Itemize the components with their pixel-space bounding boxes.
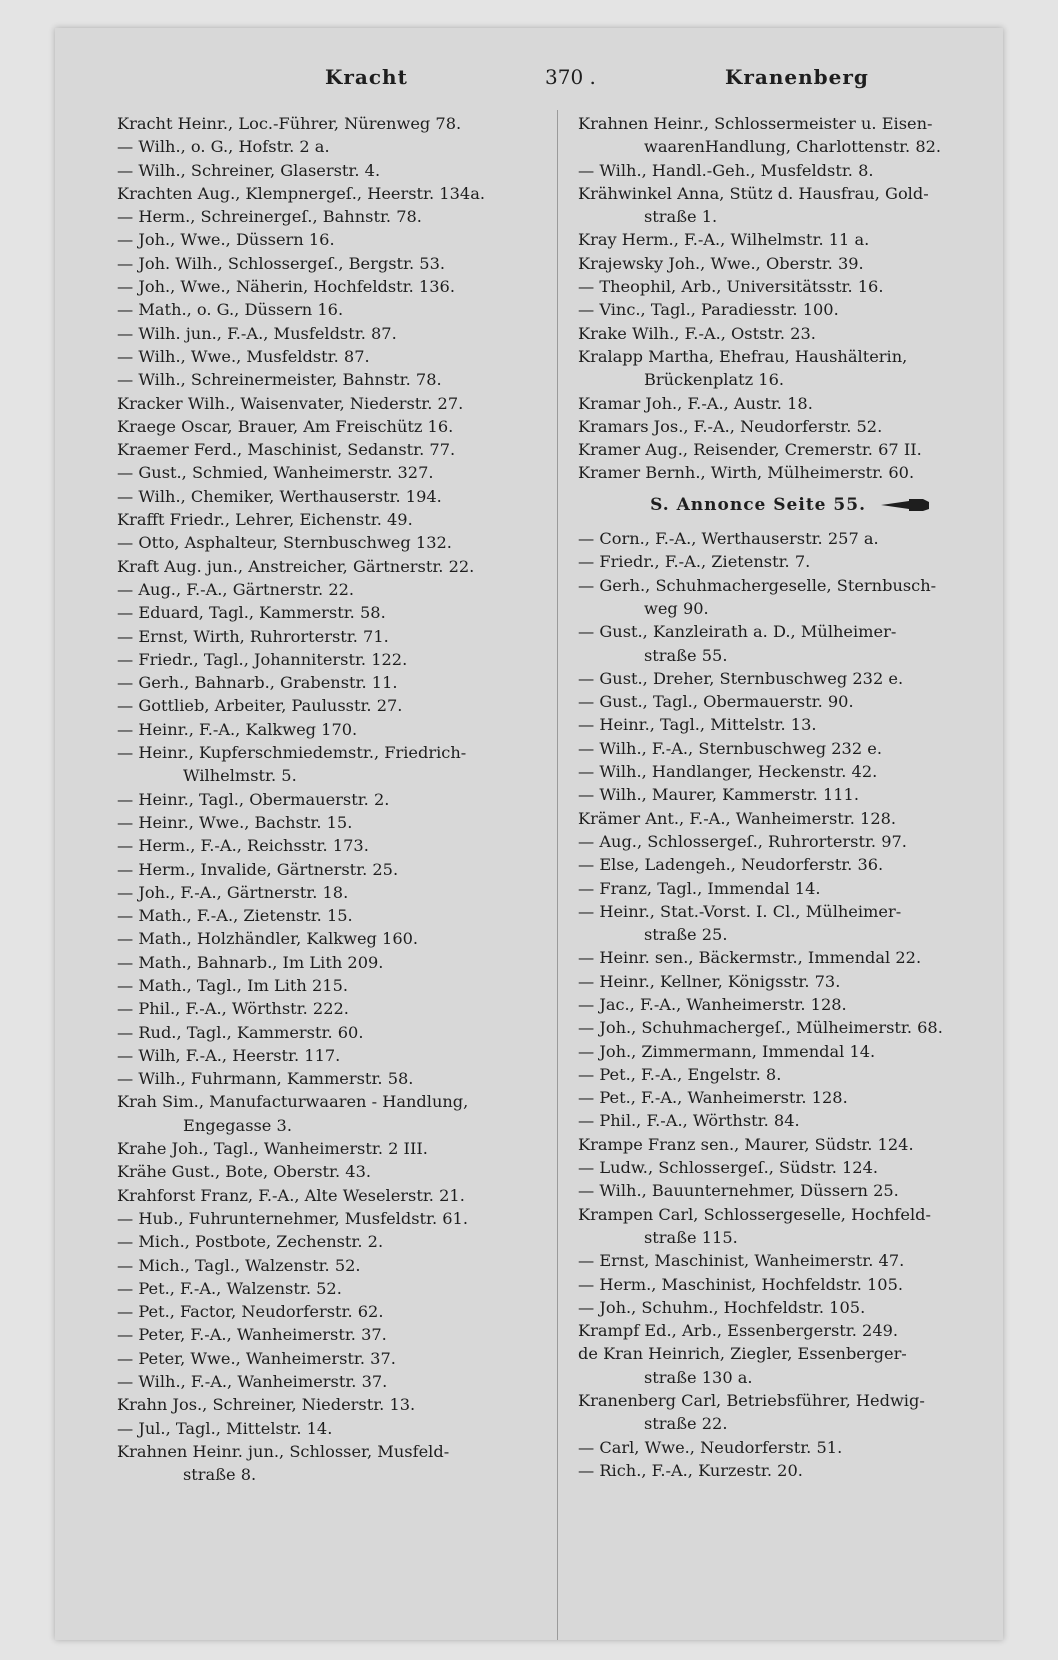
directory-entry: Kralapp Martha, Ehefrau, Haushälterin, [578, 346, 908, 366]
directory-entry-continuation: Engegasse 3. [183, 1115, 292, 1135]
pointing-hand-icon [879, 498, 931, 512]
directory-entry-continuation: straße 1. [644, 207, 718, 227]
directory-entry-continuation: straße 115. [644, 1227, 738, 1247]
directory-entry: — Aug., F.-A., Gärtnerstr. 22. [117, 579, 355, 599]
directory-entry: — Carl, Wwe., Neudorferstr. 51. [578, 1437, 843, 1457]
directory-entry: — Heinr., Stat.-Vorst. I. Cl., Mülheimer- [578, 901, 902, 921]
directory-entry: Kray Herm., F.-A., Wilhelmstr. 11 a. [578, 230, 870, 250]
directory-entry: — Wilh., Schreinermeister, Bahnstr. 78. [117, 370, 442, 390]
directory-entry: — Joh., F.-A., Gärtnerstr. 18. [117, 882, 349, 902]
directory-entry: — Wilh, F.-A., Heerstr. 117. [117, 1045, 341, 1065]
directory-entry: — Herm., F.-A., Reichsstr. 173. [117, 836, 369, 856]
directory-entry: — Gust., Schmied, Wanheimerstr. 327. [117, 463, 434, 483]
directory-entry: — Peter, F.-A., Wanheimerstr. 37. [117, 1325, 387, 1345]
directory-entry: — Wilh., Maurer, Kammerstr. 111. [578, 785, 859, 805]
directory-entry: — Wilh., Handlanger, Heckenstr. 42. [578, 762, 878, 782]
directory-entry: — Math., o. G., Düssern 16. [117, 300, 344, 320]
directory-entry: — Peter, Wwe., Wanheimerstr. 37. [117, 1348, 396, 1368]
directory-entry: de Kran Heinrich, Ziegler, Essenberger- [578, 1344, 907, 1364]
directory-entry: — Mich., Postbote, Zechenstr. 2. [117, 1232, 384, 1252]
directory-entry: — Joh., Zimmermann, Immendal 14. [578, 1041, 876, 1061]
directory-entry: — Herm., Invalide, Gärtnerstr. 25. [117, 859, 399, 879]
directory-entry: — Theophil, Arb., Universitätsstr. 16. [578, 277, 884, 297]
directory-entry-continuation: waarenHandlung, Charlottenstr. 82. [644, 137, 942, 157]
directory-entry: Krake Wilh., F.-A., Oststr. 23. [578, 323, 816, 343]
directory-entry-continuation: straße 8. [183, 1465, 257, 1485]
directory-entry: Kracker Wilh., Waisenvater, Niederstr. 27. [117, 393, 464, 413]
directory-entry: — Gust., Dreher, Sternbuschweg 232 e. [578, 668, 904, 688]
directory-entry: — Joh., Schuhm., Hochfeldstr. 105. [578, 1297, 866, 1317]
directory-entry: — Gust., Kanzleirath a. D., Mülheimer- [578, 622, 897, 642]
directory-entry: — Wilh., Wwe., Musfeldstr. 87. [117, 346, 370, 366]
running-head-right: Kranenberg [725, 65, 869, 89]
page-header [100, 65, 870, 99]
directory-entry: — Ludw., Schlossergeſ., Südstr. 124. [578, 1158, 879, 1178]
directory-entry: Kramar Joh., F.-A., Austr. 18. [578, 393, 813, 413]
directory-entry: Krahnen Heinr., Schlossermeister u. Eisen- [578, 114, 933, 133]
directory-entry: Krahe Joh., Tagl., Wanheimerstr. 2 III. [117, 1139, 428, 1159]
directory-entry: Krämer Ant., F.-A., Wanheimerstr. 128. [578, 808, 897, 828]
directory-entry: — Wilh., Chemiker, Werthauserstr. 194. [117, 486, 442, 506]
directory-entry: — Math., Holzhändler, Kalkweg 160. [117, 929, 419, 949]
directory-entry: — Wilh., F.-A., Sternbuschweg 232 e. [578, 738, 882, 758]
directory-entry: Kraemer Ferd., Maschinist, Sedanstr. 77. [117, 440, 456, 460]
directory-entry: — Jul., Tagl., Mittelstr. 14. [117, 1418, 333, 1438]
directory-entry: Kramer Aug., Reisender, Cremerstr. 67 II. [578, 440, 922, 460]
directory-entry: — Pet., F.-A., Walzenstr. 52. [117, 1278, 342, 1298]
directory-entry: — Pet., F.-A., Engelstr. 8. [578, 1064, 782, 1084]
directory-entry: Krähwinkel Anna, Stütz d. Hausfrau, Gold- [578, 183, 929, 203]
directory-entry: Krah Sim., Manufacturwaaren - Handlung, [117, 1092, 469, 1112]
directory-entry: Kracht Heinr., Loc.-Führer, Nürenweg 78. [117, 114, 462, 133]
directory-entry: Kramars Jos., F.-A., Neudorferstr. 52. [578, 416, 883, 436]
directory-entry: — Joh. Wilh., Schlossergeſ., Bergstr. 53. [117, 253, 446, 273]
annonce-text: S. Annonce Seite 55. [650, 494, 866, 515]
directory-entry: Kranenberg Carl, Betriebsführer, Hedwig- [578, 1391, 925, 1411]
directory-entry: — Gerh., Schuhmachergeselle, Sternbusch- [578, 575, 937, 595]
directory-entry: — Herm., Maschinist, Hochfeldstr. 105. [578, 1274, 904, 1294]
directory-entry: — Wilh., Fuhrmann, Kammerstr. 58. [117, 1069, 414, 1089]
right-column-bottom [578, 527, 1003, 1482]
directory-entry: — Heinr., Tagl., Mittelstr. 13. [578, 715, 817, 735]
running-head-left: Kracht [325, 65, 408, 89]
directory-entry: — Wilh., Handl.-Geh., Musfeldstr. 8. [578, 160, 874, 180]
directory-entry: — Heinr., Kellner, Königsstr. 73. [578, 971, 841, 991]
directory-entry: Krampe Franz sen., Maurer, Südstr. 124. [578, 1134, 914, 1154]
directory-entry: — Wilh., Schreiner, Glaserstr. 4. [117, 160, 381, 180]
directory-entry: — Heinr., Wwe., Bachstr. 15. [117, 812, 353, 832]
directory-entry: Krajewsky Joh., Wwe., Oberstr. 39. [578, 253, 864, 273]
directory-entry: Kramer Bernh., Wirth, Mülheimerstr. 60. [578, 463, 915, 483]
directory-entry: — Friedr., F.-A., Zietenstr. 7. [578, 552, 811, 572]
directory-entry: — Ernst, Maschinist, Wanheimerstr. 47. [578, 1251, 905, 1271]
directory-entry-continuation: weg 90. [644, 598, 709, 618]
directory-entry: — Herm., Schreinergeſ., Bahnstr. 78. [117, 207, 422, 227]
directory-entry: — Heinr., Kupferschmiedemstr., Friedrich- [117, 743, 467, 763]
directory-entry-continuation: straße 55. [644, 645, 728, 665]
directory-entry: — Mich., Tagl., Walzenstr. 52. [117, 1255, 361, 1275]
directory-entry-continuation: straße 130 a. [644, 1367, 753, 1387]
directory-entry: — Aug., Schlossergeſ., Ruhrorterstr. 97. [578, 831, 907, 851]
directory-entry: — Pet., Factor, Neudorferstr. 62. [117, 1302, 384, 1322]
directory-entry: Kraege Oscar, Brauer, Am Freischütz 16. [117, 416, 454, 436]
directory-entry: — Phil., F.-A., Wörthstr. 222. [117, 999, 349, 1019]
directory-entry-continuation: Wilhelmstr. 5. [183, 766, 297, 786]
directory-entry: Krahnen Heinr. jun., Schlosser, Musfeld- [117, 1441, 450, 1461]
directory-entry: — Wilh., o. G., Hofstr. 2 a. [117, 137, 330, 157]
directory-entry: — Hub., Fuhrunternehmer, Musfeldstr. 61. [117, 1208, 469, 1228]
directory-entry: — Math., Tagl., Im Lith 215. [117, 975, 349, 995]
directory-entry: — Pet., F.-A., Wanheimerstr. 128. [578, 1088, 848, 1108]
directory-entry: Krafft Friedr., Lehrer, Eichenstr. 49. [117, 510, 413, 530]
directory-entry: — Rud., Tagl., Kammerstr. 60. [117, 1022, 364, 1042]
directory-entry: Kraft Aug. jun., Anstreicher, Gärtnerstr. 22. [117, 556, 475, 576]
directory-entry: Krampf Ed., Arb., Essenbergerstr. 249. [578, 1321, 899, 1341]
directory-entry: — Math., Bahnarb., Im Lith 209. [117, 952, 384, 972]
directory-entry: — Heinr. sen., Bäckermstr., Immendal 22. [578, 948, 922, 968]
left-column [117, 112, 544, 1487]
directory-entry: — Joh., Wwe., Näherin, Hochfeldstr. 136. [117, 277, 455, 297]
directory-entry: — Joh., Wwe., Düssern 16. [117, 230, 335, 250]
directory-entry: — Heinr., Tagl., Obermauerstr. 2. [117, 789, 390, 809]
directory-entry: Krachten Aug., Klempnergeſ., Heerstr. 134a. [117, 183, 485, 203]
directory-entry: Krampen Carl, Schlossergeselle, Hochfeld- [578, 1204, 932, 1224]
directory-entry: — Joh., Schuhmachergeſ., Mülheimerstr. 68. [578, 1018, 943, 1038]
directory-entry: — Otto, Asphalteur, Sternbuschweg 132. [117, 533, 452, 553]
directory-entry-continuation: straße 22. [644, 1414, 728, 1434]
directory-entry: — Rich., F.-A., Kurzestr. 20. [578, 1460, 803, 1480]
directory-entry: Krahforst Franz, F.-A., Alte Weselerstr. 21. [117, 1185, 465, 1205]
directory-entry: — Heinr., F.-A., Kalkweg 170. [117, 719, 358, 739]
directory-entry: — Wilh. jun., F.-A., Musfeldstr. 87. [117, 323, 397, 343]
directory-entry: — Eduard, Tagl., Kammerstr. 58. [117, 603, 386, 623]
directory-entry: — Franz, Tagl., Immendal 14. [578, 878, 821, 898]
column-divider [557, 110, 558, 1640]
directory-entry: — Gust., Tagl., Obermauerstr. 90. [578, 692, 854, 712]
directory-entry: — Else, Ladengeh., Neudorferstr. 36. [578, 855, 884, 875]
directory-entry-continuation: straße 25. [644, 925, 728, 945]
page-number: 370 . [545, 65, 596, 89]
directory-entry-continuation: Brückenplatz 16. [644, 370, 785, 390]
directory-entry: — Vinc., Tagl., Paradiesstr. 100. [578, 300, 839, 320]
directory-entry: — Phil., F.-A., Wörthstr. 84. [578, 1111, 800, 1131]
directory-entry: — Ernst, Wirth, Ruhrorterstr. 71. [117, 626, 389, 646]
directory-entry: — Wilh., Bauunternehmer, Düssern 25. [578, 1181, 899, 1201]
directory-entry: — Corn., F.-A., Werthauserstr. 257 a. [578, 529, 879, 549]
directory-entry: — Gottlieb, Arbeiter, Paulusstr. 27. [117, 696, 403, 716]
right-column [578, 112, 1003, 1482]
directory-entry: — Wilh., F.-A., Wanheimerstr. 37. [117, 1372, 388, 1392]
directory-entry: — Gerh., Bahnarb., Grabenstr. 11. [117, 673, 398, 693]
right-column-top [578, 112, 1003, 485]
directory-entry: — Friedr., Tagl., Johanniterstr. 122. [117, 649, 408, 669]
directory-entry: — Jac., F.-A., Wanheimerstr. 128. [578, 994, 847, 1014]
directory-entry: Krähe Gust., Bote, Oberstr. 43. [117, 1162, 372, 1182]
directory-entry: — Math., F.-A., Zietenstr. 15. [117, 906, 353, 926]
directory-entry: Krahn Jos., Schreiner, Niederstr. 13. [117, 1395, 416, 1415]
annonce-reference [578, 494, 1003, 517]
